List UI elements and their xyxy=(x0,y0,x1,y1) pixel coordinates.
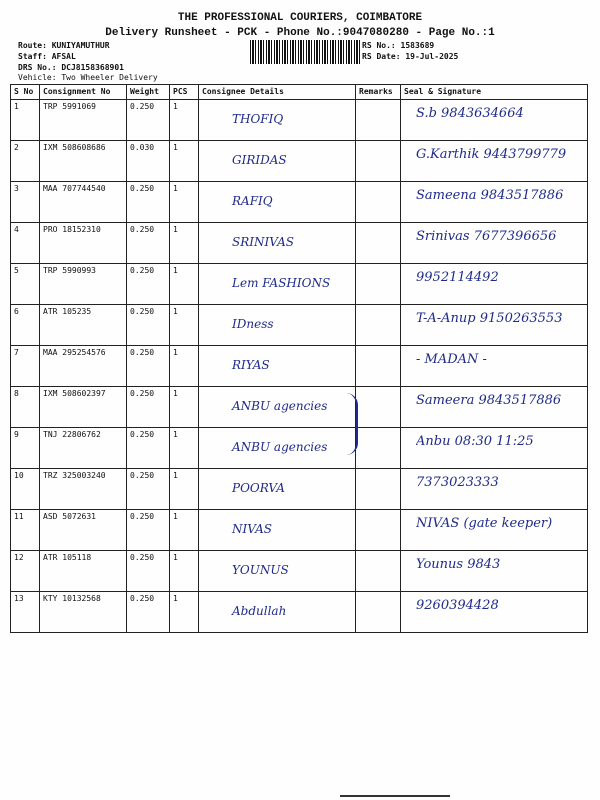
cell-remarks xyxy=(356,100,401,141)
col-consignee: Consignee Details xyxy=(199,85,356,100)
col-consignment: Consignment No xyxy=(40,85,127,100)
cell-sno: 5 xyxy=(11,264,40,305)
cell-weight: 0.250 xyxy=(127,387,170,428)
cell-pcs: 1 xyxy=(170,592,199,633)
cell-consignee xyxy=(199,346,356,387)
col-weight: Weight xyxy=(127,85,170,100)
handwritten-consignee: Abdullah xyxy=(232,604,287,618)
cell-consignment-no: ATR 105118 xyxy=(40,551,127,592)
cell-sno: 2 xyxy=(11,141,40,182)
cell-pcs: 1 xyxy=(170,264,199,305)
bottom-mark xyxy=(340,795,450,797)
cell-pcs: 1 xyxy=(170,551,199,592)
handwritten-signature: Sameera 9843517886 xyxy=(416,393,562,408)
cell-remarks xyxy=(356,551,401,592)
cell-weight: 0.250 xyxy=(127,100,170,141)
cell-signature xyxy=(401,223,588,264)
cell-sno: 9 xyxy=(11,428,40,469)
cell-weight: 0.250 xyxy=(127,264,170,305)
cell-pcs: 1 xyxy=(170,510,199,551)
cell-weight: 0.250 xyxy=(127,346,170,387)
handwritten-consignee: Lem FASHIONS xyxy=(232,276,331,290)
col-signature: Seal & Signature xyxy=(401,85,588,100)
cell-sno: 6 xyxy=(11,305,40,346)
cell-pcs: 1 xyxy=(170,141,199,182)
handwritten-consignee: ANBU agencies xyxy=(232,399,328,413)
handwritten-signature: Srinivas 7677396656 xyxy=(416,229,557,244)
handwritten-consignee: IDness xyxy=(232,317,274,331)
table-row xyxy=(11,182,588,223)
barcode xyxy=(250,40,360,64)
handwritten-consignee: YOUNUS xyxy=(232,563,289,577)
col-pcs: PCS xyxy=(170,85,199,100)
cell-consignee xyxy=(199,428,356,469)
handwritten-signature: Anbu 08:30 11:25 xyxy=(416,434,534,449)
cell-signature xyxy=(401,305,588,346)
cell-consignment-no: TRP 5991069 xyxy=(40,100,127,141)
cell-consignment-no: TRZ 325003240 xyxy=(40,469,127,510)
handwritten-consignee: POORVA xyxy=(232,481,285,495)
cell-remarks xyxy=(356,387,401,428)
cell-signature xyxy=(401,428,588,469)
cell-sno: 3 xyxy=(11,182,40,223)
handwritten-consignee: SRINIVAS xyxy=(232,235,294,249)
handwritten-consignee: RIYAS xyxy=(232,358,270,372)
cell-sno: 7 xyxy=(11,346,40,387)
rs-date: RS Date: 19-Jul-2025 xyxy=(362,52,459,61)
handwritten-signature: 7373023333 xyxy=(416,475,499,490)
cell-consignee xyxy=(199,592,356,633)
cell-consignee xyxy=(199,387,356,428)
handwritten-consignee: GIRIDAS xyxy=(232,153,287,167)
cell-signature xyxy=(401,551,588,592)
drs-label: DRS No.: DCJ8158368901 xyxy=(18,63,124,72)
cell-consignment-no: TNJ 22806762 xyxy=(40,428,127,469)
table-row xyxy=(11,592,588,633)
table-row xyxy=(11,141,588,182)
cell-weight: 0.250 xyxy=(127,223,170,264)
staff-label: Staff: AFSAL xyxy=(18,52,76,61)
cell-sno: 4 xyxy=(11,223,40,264)
cell-remarks xyxy=(356,182,401,223)
cell-sno: 1 xyxy=(11,100,40,141)
cell-pcs: 1 xyxy=(170,469,199,510)
col-remarks: Remarks xyxy=(356,85,401,100)
cell-consignment-no: MAA 295254576 xyxy=(40,346,127,387)
cell-consignment-no: TRP 5990993 xyxy=(40,264,127,305)
cell-remarks xyxy=(356,428,401,469)
handwritten-signature: - MADAN - xyxy=(416,352,487,367)
cell-sno: 8 xyxy=(11,387,40,428)
route-label: Route: KUNIYAMUTHUR xyxy=(18,41,110,50)
cell-weight: 0.030 xyxy=(127,141,170,182)
cell-consignment-no: PRO 18152310 xyxy=(40,223,127,264)
cell-remarks xyxy=(356,305,401,346)
cell-signature xyxy=(401,182,588,223)
cell-consignment-no: MAA 707744540 xyxy=(40,182,127,223)
handwritten-signature: Sameena 9843517886 xyxy=(416,188,564,203)
table-row xyxy=(11,551,588,592)
handwritten-consignee: ANBU agencies xyxy=(232,440,328,454)
cell-signature xyxy=(401,141,588,182)
handwritten-consignee: NIVAS xyxy=(232,522,272,536)
document-subtitle: Delivery Runsheet - PCK - Phone No.:9047080280 - Page No.:1 xyxy=(105,27,495,39)
cell-signature xyxy=(401,469,588,510)
cell-pcs: 1 xyxy=(170,305,199,346)
cell-consignment-no: KTY 10132568 xyxy=(40,592,127,633)
table-row xyxy=(11,305,588,346)
handwritten-signature: Younus 9843 xyxy=(416,557,501,572)
cell-pcs: 1 xyxy=(170,182,199,223)
table-row xyxy=(11,346,588,387)
table-row xyxy=(11,428,588,469)
cell-remarks xyxy=(356,346,401,387)
table-row xyxy=(11,510,588,551)
cell-remarks xyxy=(356,510,401,551)
handwritten-signature: NIVAS (gate keeper) xyxy=(416,516,553,531)
cell-consignment-no: IXM 508608686 xyxy=(40,141,127,182)
cell-sno: 13 xyxy=(11,592,40,633)
cell-consignee xyxy=(199,141,356,182)
handwritten-signature: T-A-Anup 9150263553 xyxy=(416,311,563,326)
cell-consignee xyxy=(199,510,356,551)
cell-consignee xyxy=(199,305,356,346)
cell-remarks xyxy=(356,469,401,510)
cell-pcs: 1 xyxy=(170,100,199,141)
table-row xyxy=(11,469,588,510)
cell-pcs: 1 xyxy=(170,223,199,264)
cell-weight: 0.250 xyxy=(127,510,170,551)
remarks-brace-mark xyxy=(342,393,358,455)
cell-consignee xyxy=(199,551,356,592)
cell-weight: 0.250 xyxy=(127,551,170,592)
document-title: THE PROFESSIONAL COURIERS, COIMBATORE xyxy=(177,12,423,24)
cell-pcs: 1 xyxy=(170,387,199,428)
cell-signature xyxy=(401,264,588,305)
cell-consignment-no: ATR 105235 xyxy=(40,305,127,346)
cell-signature xyxy=(401,346,588,387)
cell-weight: 0.250 xyxy=(127,182,170,223)
handwritten-signature: S.b 9843634664 xyxy=(416,106,524,121)
cell-remarks xyxy=(356,264,401,305)
table-row xyxy=(11,387,588,428)
handwritten-signature: 9952114492 xyxy=(416,270,499,285)
cell-consignee xyxy=(199,223,356,264)
cell-sno: 11 xyxy=(11,510,40,551)
cell-consignee xyxy=(199,264,356,305)
cell-weight: 0.250 xyxy=(127,469,170,510)
cell-remarks xyxy=(356,223,401,264)
cell-consignee xyxy=(199,100,356,141)
cell-sno: 12 xyxy=(11,551,40,592)
table-row xyxy=(11,100,588,141)
cell-weight: 0.250 xyxy=(127,428,170,469)
cell-remarks xyxy=(356,592,401,633)
cell-signature xyxy=(401,387,588,428)
handwritten-signature: 9260394428 xyxy=(416,598,499,613)
cell-weight: 0.250 xyxy=(127,592,170,633)
runsheet-table xyxy=(10,84,588,633)
cell-signature xyxy=(401,510,588,551)
handwritten-consignee: RAFIQ xyxy=(232,194,273,208)
cell-signature xyxy=(401,592,588,633)
handwritten-signature: G.Karthik 9443799779 xyxy=(416,147,567,162)
rs-number: RS No.: 1583689 xyxy=(362,41,435,50)
cell-remarks xyxy=(356,141,401,182)
cell-signature xyxy=(401,100,588,141)
cell-consignment-no: ASD 5072631 xyxy=(40,510,127,551)
col-sno: S No xyxy=(11,85,40,100)
table-row xyxy=(11,223,588,264)
cell-pcs: 1 xyxy=(170,428,199,469)
table-header-row xyxy=(11,85,588,100)
handwritten-consignee: THOFIQ xyxy=(232,112,284,126)
cell-weight: 0.250 xyxy=(127,305,170,346)
table-row xyxy=(11,264,588,305)
cell-consignee xyxy=(199,469,356,510)
vehicle-label: Vehicle: Two Wheeler Delivery xyxy=(18,73,158,82)
cell-consignee xyxy=(199,182,356,223)
cell-pcs: 1 xyxy=(170,346,199,387)
cell-consignment-no: IXM 508602397 xyxy=(40,387,127,428)
cell-sno: 10 xyxy=(11,469,40,510)
